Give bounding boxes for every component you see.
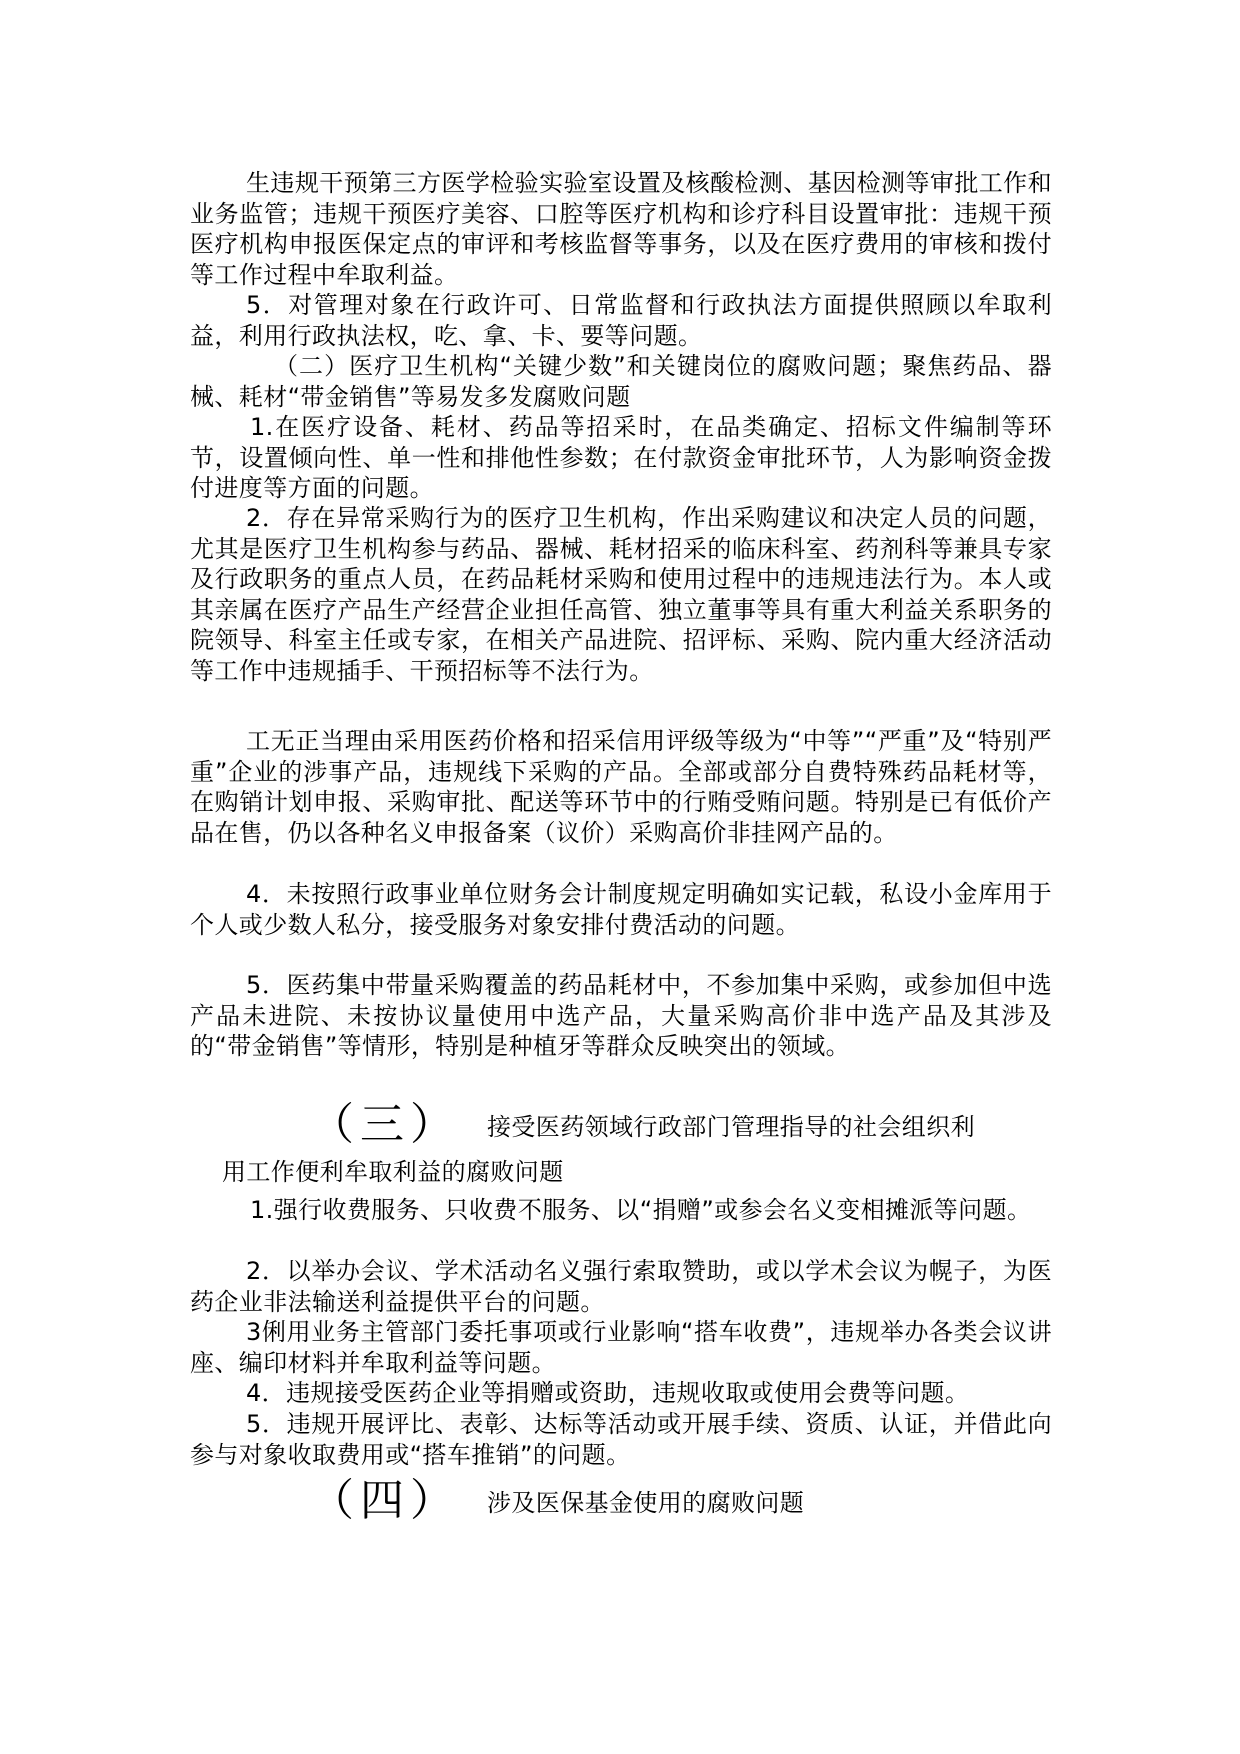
paragraph-item-5-volume-purchase: 5．医药集中带量采购覆盖的药品耗材中，不参加集中采购，或参加但中选产品未进院、未按协议量使用中选产品，大量采购高价非中选产品及其涉及的“带金销售”等情形，特别是种植牙等群众反映突出的领域。	[190, 971, 1052, 1060]
paragraph-society-item-4: 4．违规接受医药企业等捐赠或资助，违规收取或使用会费等问题。	[246, 1379, 970, 1407]
paragraph-regulatory-interference: 生违规干预第三方医学检验实验室设置及核酸检测、基因检测等审批工作和业务监管；违规干预医疗美容、口腔等医疗机构和诊疗科目设置审批：违规干预医疗机构申报医保定点的审评和考核监督等事务，以及在医疗费用的审核和拨付等工作过程中牟取利益。	[190, 169, 1052, 289]
paragraph-society-item-2: 2．以举办会议、学术活动名义强行索取赞助，或以学术会议为幌子，为医药企业非法输送利益提供平台的问题。	[190, 1257, 1052, 1316]
paragraph-society-item-1: 1.强行收费服务、只收费不服务、以“捐赠”或参会名义变相摊派等问题。	[250, 1196, 1032, 1224]
section-number-4: （四）	[310, 1475, 460, 1526]
section-number-3: （三）	[310, 1099, 460, 1150]
paragraph-item-1-procurement: 1.在医疗设备、耗材、药品等招采时，在品类确定、招标文件编制等环节，设置倾向性、单一性和排他性参数；在付款资金审批环节，人为影响资金拨付进度等方面的问题。	[190, 413, 1052, 502]
paragraph-item-4-finance: 4．未按照行政事业单位财务会计制度规定明确如实记载，私设小金库用于个人或少数人私分，接受服务对象安排付费活动的问题。	[190, 880, 1052, 939]
section-title-3-line2: 用工作便利牟取利益的腐败问题	[222, 1158, 564, 1186]
section-title-3-line1: 接受医药领域行政部门管理指导的社会组织利	[487, 1113, 975, 1141]
section-heading-3	[190, 1100, 1052, 1210]
section-title-4: 涉及医保基金使用的腐败问题	[487, 1489, 805, 1517]
section-heading-4	[190, 1476, 1052, 1536]
paragraph-item-5-admin: 5．对管理对象在行政许可、日常监督和行政执法方面提供照顾以牟取利益，利用行政执法权，吃、拿、卡、要等问题。	[190, 291, 1052, 350]
paragraph-society-item-3: 3俐用业务主管部门委托事项或行业影响“搭车收费”，违规举办各类会议讲座、编印材料并牟取利益等问题。	[190, 1318, 1052, 1377]
paragraph-society-item-5: 5．违规开展评比、表彰、达标等活动或开展手续、资质、认证，并借此向参与对象收取费用或“搭车推销”的问题。	[190, 1410, 1052, 1469]
paragraph-item-3-credit-rating: 工无正当理由采用医药价格和招采信用评级等级为“中等”“严重”及“特别严重”企业的涉事产品，违规线下采购的产品。全部或部分自费特殊药品耗材等，在购销计划申报、采购审批、配送等环节中的行贿受贿问题。特别是已有低价产品在售，仍以各种名义申报备案（议价）采购高价非挂网产品的。	[190, 727, 1052, 847]
section-heading-2: （二）医疗卫生机构“关键少数”和关键岗位的腐败问题；聚焦药品、器械、耗材“带金销售”等易发多发腐败问题	[190, 352, 1052, 411]
paragraph-item-2-abnormal-purchase: 2．存在异常采购行为的医疗卫生机构，作出采购建议和决定人员的问题，尤其是医疗卫生机构参与药品、器械、耗材招采的临床科室、药剂科等兼具专家及行政职务的重点人员，在药品耗材采购和使用过程中的违规违法行为。本人或其亲属在医疗产品生产经营企业担任高管、独立董事等具有重大利益关系职务的院领导、科室主任或专家，在相关产品进院、招评标、采购、院内重大经济活动等工作中违规插手、干预招标等不法行为。	[190, 504, 1052, 685]
